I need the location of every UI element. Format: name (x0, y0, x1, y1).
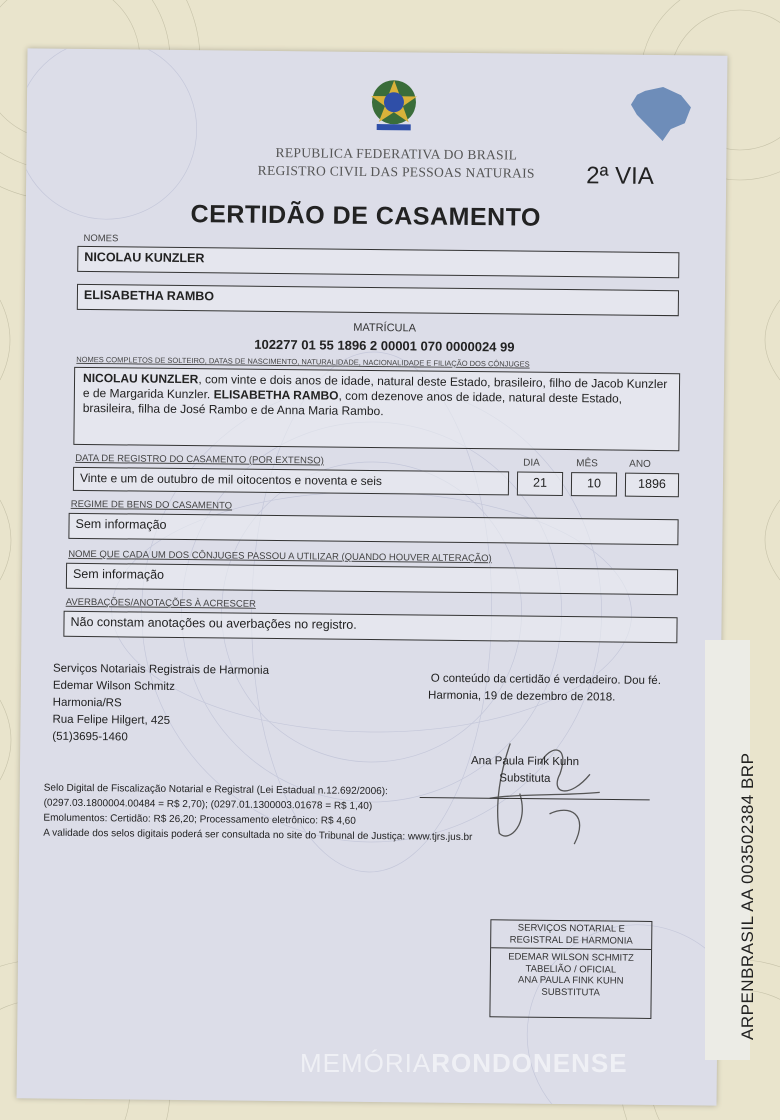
office-block (52, 661, 269, 748)
day-label: DIA (523, 457, 540, 469)
registration-text: Vinte e um de outubro de mil oitocentos e noventa e seis (73, 467, 509, 496)
filiation-text2: , com dezenove anos de idade, natural deste Estado, brasileira, filha de José Rambo e de Anna Maria Rambo. (82, 388, 623, 419)
regime-value: Sem informação (68, 513, 678, 545)
stamp-line3: ANA PAULA FINK KUHN (518, 974, 624, 987)
certificate-paper (17, 48, 728, 1105)
document-title: CERTIDÃO DE CASAMENTO (190, 200, 542, 232)
attest-block (383, 670, 661, 707)
matricula-number: 102277 01 55 1896 2 00001 070 0000024 99 (254, 336, 515, 355)
month-label: MÊS (576, 458, 598, 470)
stamp-body (491, 948, 652, 999)
brazil-coat-of-arms-icon (363, 74, 426, 137)
stamp-top1: SERVIÇOS NOTARIAL E (517, 922, 625, 935)
year-value: 1896 (625, 473, 679, 498)
name-change-label: NOME QUE CADA UM DOS CÔNJUGES PASSOU A UTILIZAR (QUANDO HOUVER ALTERAÇÃO) (68, 548, 492, 565)
filiation-label: NOMES COMPLETOS DE SOLTEIRO, DATAS DE NASCIMENTO, NATURALIDADE, NACIONALIDADE E FILIAÇÃO DOS CÔNJUGES (76, 354, 530, 369)
spouse1-name: NICOLAU KUNZLER (77, 246, 679, 278)
fees-line4: A validade dos selos digitais poderá ser consultada no site do Tribunal de Justiça: www.tjrs.jus.br (43, 827, 473, 844)
fees-block (43, 781, 644, 847)
office-line4: Rua Felipe Hilgert, 425 (52, 713, 171, 727)
signer-block (450, 753, 600, 789)
stamp-line4: SUBSTITUTA (541, 986, 600, 998)
signer-name: Ana Paula Fink Kuhn (470, 755, 580, 769)
fees-line2: (0297.03.1800004.00484 = R$ 2,70); (0297.01.1300003.01678 = R$ 1,40) (43, 797, 373, 813)
year-label: ANO (629, 458, 651, 470)
signer-role: Substituta (499, 772, 551, 785)
filiation-text-box (73, 367, 680, 451)
notary-stamp (489, 919, 652, 1019)
stamp-line2: TABELIÃO / OFICIAL (525, 963, 617, 976)
source-watermark (300, 1048, 628, 1079)
country-heading: REPUBLICA FEDERATIVA DO BRASIL (275, 144, 518, 163)
office-line1: Serviços Notariais Registrais de Harmonia (52, 662, 270, 677)
attest-line2: Harmonia, 19 de dezembro de 2018. (428, 689, 616, 704)
stamp-line1: EDEMAR WILSON SCHMITZ (508, 951, 634, 964)
fees-line3: Emolumentos: Certidão: R$ 26,20; Processamento eletrônico: R$ 4,60 (43, 812, 356, 827)
filiation-name2: ELISABETHA RAMBO (213, 387, 339, 403)
registration-label: DATA DE REGISTRO DO CASAMENTO (POR EXTENSO) (75, 452, 324, 467)
annotations-label: AVERBAÇÕES/ANOTAÇÕES À ACRESCER (65, 596, 256, 610)
watermark-part1: MEMÓRIA (300, 1048, 432, 1078)
name-change-value: Sem informação (66, 563, 678, 595)
filiation-text1: , com vinte e dois anos de idade, natural deste Estado, brasileiro, filho de Jacob Kunzler e de Margarida Kunzler. (82, 372, 668, 402)
office-line5: (51)3695-1460 (52, 730, 128, 744)
registry-heading: REGISTRO CIVIL DAS PESSOAS NATURAIS (257, 162, 535, 181)
brazil-map-icon (627, 85, 696, 144)
watermark-part2: RONDONENSE (431, 1048, 628, 1078)
spouse2-name: ELISABETHA RAMBO (77, 284, 679, 316)
copy-number: 2ª VIA (586, 162, 654, 190)
stamp-top2: REGISTRAL DE HARMONIA (509, 933, 633, 947)
month-value: 10 (571, 472, 617, 496)
fees-line1: Selo Digital de Fiscalização Notarial e Registral (Lei Estadual n.12.692/2006): (43, 782, 388, 798)
matricula-label: MATRÍCULA (353, 321, 417, 335)
stamp-header (491, 920, 651, 950)
annotations-value: Não constam anotações ou averbações no registro. (63, 611, 677, 643)
names-label: NOMES (83, 232, 119, 245)
attest-line1: O conteúdo da certidão é verdadeiro. Dou fé. (430, 672, 661, 688)
office-line2: Edemar Wilson Schmitz (52, 679, 175, 693)
office-line3: Harmonia/RS (52, 696, 122, 710)
day-value: 21 (517, 472, 563, 496)
side-serial-strip: ARPENBRASIL AA 003502384 BRP (738, 752, 757, 1040)
regime-label: REGIME DE BENS DO CASAMENTO (70, 498, 233, 512)
filiation-name1: NICOLAU KUNZLER (82, 370, 199, 387)
